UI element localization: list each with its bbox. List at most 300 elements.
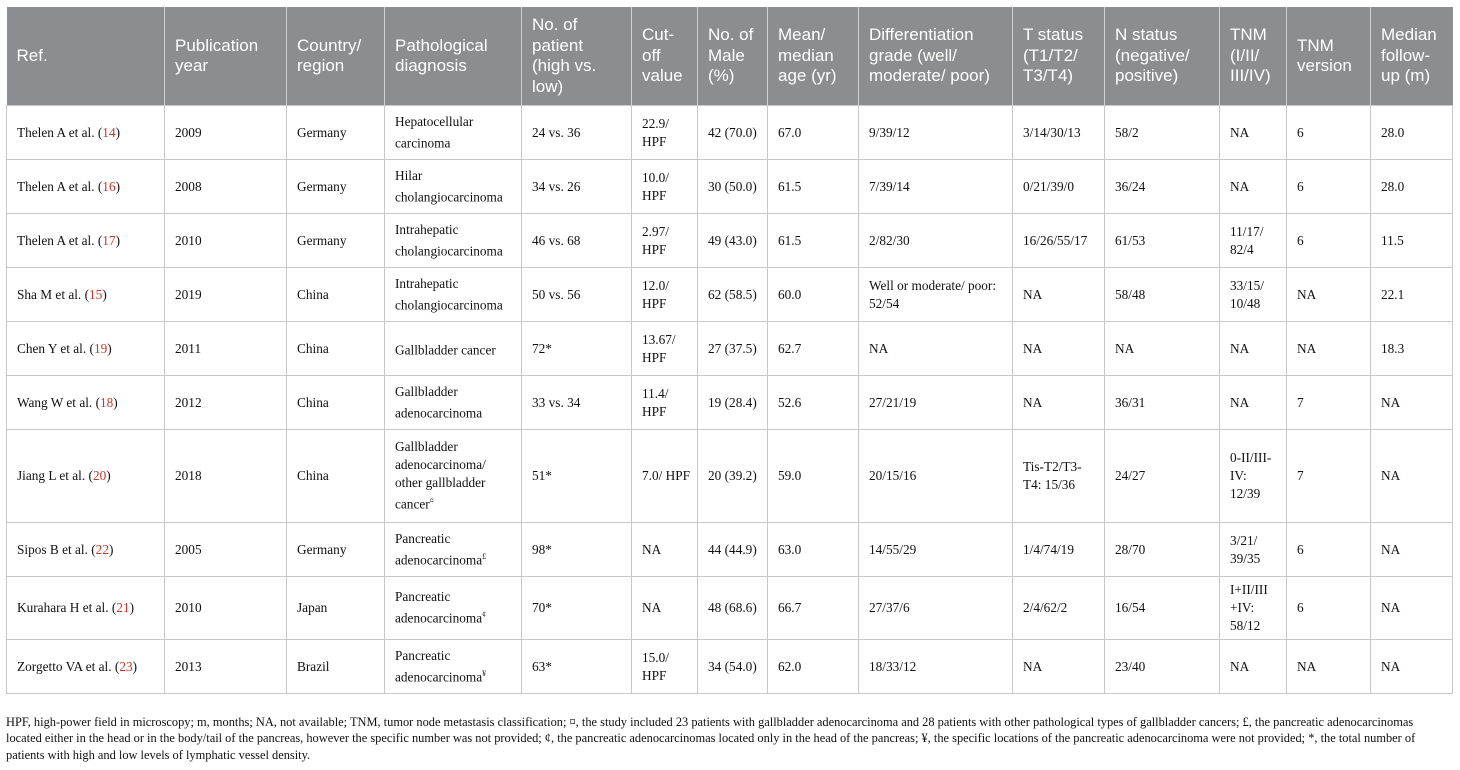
followup-cell [1371,523,1453,577]
table-row [7,214,1453,268]
table-row [7,430,1453,523]
country-cell [287,322,385,376]
tnm-version-value: 6 [1297,124,1304,140]
tnm-cell [1220,214,1287,268]
tnm-version-cell [1287,430,1371,523]
tnm-value: NA [1230,178,1250,194]
grade-cell [859,376,1013,430]
n-status-value: 58/2 [1115,124,1139,140]
tnm-version-cell [1287,214,1371,268]
grade-cell [859,160,1013,214]
followup-cell [1371,160,1453,214]
grade-cell [859,523,1013,577]
tnm-version-cell [1287,640,1371,694]
followup-cell [1371,430,1453,523]
followup-value: NA [1381,394,1401,410]
tnm-version-cell [1287,106,1371,160]
cutoff-value: 15.0/ HPF [642,649,669,683]
diagnosis-value: Hepatocellular carcinoma [395,113,474,151]
followup-value: 28.0 [1381,178,1405,194]
n-status-value: 16/54 [1115,600,1146,615]
tnm-cell [1220,106,1287,160]
n-status-cell [1105,376,1220,430]
diagnosis-cell [385,106,522,160]
ref-close: ) [106,468,111,483]
ref-link[interactable]: 20 [92,468,107,483]
ref-link[interactable]: 14 [102,124,116,140]
ref-author: Jiang L et al. ( [17,468,93,483]
tnm-version-value: 6 [1297,600,1304,615]
country-cell [287,577,385,640]
tnm-version-value: NA [1297,340,1317,356]
age-cell [768,640,859,694]
patients-cell [522,640,632,694]
ref-close: ) [115,178,121,194]
header-country: Country/ region [287,7,385,106]
table-row [7,523,1453,577]
patients-cell [522,430,632,523]
ref-author: Thelen A et al. ( [17,124,103,140]
ref-link[interactable]: 23 [119,658,133,674]
country-value: Germany [297,232,347,248]
n-status-value: 36/31 [1115,394,1146,410]
age-cell [768,268,859,322]
ref-close: ) [129,600,135,615]
tnm-version-cell [1287,160,1371,214]
n-status-cell [1105,268,1220,322]
country-cell [287,214,385,268]
header-n-status: N status (negative/ positive) [1105,7,1220,106]
header-tnm-version: TNM version [1287,7,1371,106]
ref-close: ) [115,124,121,140]
ref-close: ) [102,286,107,302]
cutoff-cell [632,430,698,523]
tnm-value: NA [1230,394,1250,410]
header-row [7,7,1453,106]
followup-value: NA [1381,600,1401,615]
male-value: 62 (58.5) [708,286,757,302]
t-status-cell [1013,268,1105,322]
age-cell [768,160,859,214]
country-value: China [297,468,329,483]
n-status-cell [1105,430,1220,523]
t-status-value: 1/4/74/19 [1023,541,1074,557]
diagnosis-cell [385,160,522,214]
country-cell [287,430,385,523]
ref-author: Thelen A et al. ( [17,178,103,194]
ref-cell [7,160,165,214]
table-row [7,268,1453,322]
age-value: 66.7 [778,600,802,615]
tnm-cell [1220,376,1287,430]
tnm-cell [1220,577,1287,640]
male-cell [698,106,768,160]
ref-link[interactable]: 18 [100,394,114,410]
cutoff-value: 11.4/ HPF [642,385,669,419]
table-row [7,106,1453,160]
country-cell [287,160,385,214]
tnm-version-value: NA [1297,286,1317,302]
t-status-cell [1013,322,1105,376]
header-cutoff: Cut-off value [632,7,698,106]
t-status-value: 2/4/62/2 [1023,600,1068,615]
diagnosis-value: Pancreatic adenocarcinoma [395,589,483,626]
grade-value: 27/37/6 [869,600,910,615]
header-grade: Differentiation grade (well/ moderate/ poor) [859,7,1013,106]
tnm-version-value: 7 [1297,468,1304,483]
ref-link[interactable]: 15 [89,286,103,302]
followup-cell [1371,106,1453,160]
country-value: China [297,340,329,356]
footnote-mark: ¢ [482,610,487,620]
grade-cell [859,214,1013,268]
male-cell [698,640,768,694]
t-status-value: 0/21/39/0 [1023,178,1074,194]
ref-link[interactable]: 22 [95,541,109,557]
cutoff-value: 13.67/ HPF [642,331,676,365]
followup-value: 18.3 [1381,340,1405,356]
diagnosis-value: Intrahepatic cholangiocarcinoma [395,275,503,313]
year-cell [165,577,287,640]
grade-cell [859,640,1013,694]
cutoff-cell [632,106,698,160]
tnm-cell [1220,268,1287,322]
patients-value: 33 vs. 34 [532,394,581,410]
table-row [7,376,1453,430]
age-cell [768,106,859,160]
tnm-version-cell [1287,577,1371,640]
ref-close: ) [115,232,121,248]
t-status-value: NA [1023,658,1043,674]
year-value: 2019 [175,286,202,302]
age-value: 61.5 [778,232,802,248]
t-status-cell [1013,160,1105,214]
tnm-version-value: 7 [1297,394,1304,410]
age-value: 60.0 [778,286,802,302]
patients-cell [522,376,632,430]
year-value: 2009 [175,124,202,140]
tnm-version-value: 6 [1297,178,1304,194]
diagnosis-value: Pancreatic adenocarcinoma [395,530,483,568]
tnm-value: 11/17/ 82/4 [1230,223,1264,257]
country-cell [287,376,385,430]
footnote-mark: £ [482,551,487,561]
ref-cell [7,577,165,640]
grade-value: 14/55/29 [869,541,917,557]
cutoff-value: NA [642,541,662,557]
year-cell [165,268,287,322]
t-status-value: 16/26/55/17 [1023,232,1088,248]
diagnosis-value: Gallbladder cancer [395,342,496,358]
grade-value: 2/82/30 [869,232,910,248]
patients-value: 50 vs. 56 [532,286,581,302]
grade-value: 27/21/19 [869,394,917,410]
n-status-cell [1105,523,1220,577]
tnm-value: NA [1230,658,1250,674]
ref-author: Wang W et al. ( [17,394,100,410]
male-value: 27 (37.5) [708,340,757,356]
patients-cell [522,160,632,214]
table-row [7,160,1453,214]
year-cell [165,430,287,523]
tnm-value: 3/21/ 39/35 [1230,532,1261,566]
tnm-cell [1220,430,1287,523]
patients-value: 24 vs. 36 [532,124,581,140]
year-value: 2018 [175,468,202,483]
ref-author: Chen Y et al. ( [17,340,94,356]
male-cell [698,523,768,577]
cutoff-cell [632,322,698,376]
n-status-cell [1105,640,1220,694]
followup-value: NA [1381,541,1401,557]
t-status-value: NA [1023,394,1043,410]
ref-close: ) [108,541,114,557]
patients-value: 72* [532,340,552,356]
male-cell [698,268,768,322]
patients-value: 51* [532,468,552,483]
diagnosis-cell [385,322,522,376]
cutoff-value: 2.97/ HPF [642,223,669,257]
diagnosis-value: Intrahepatic cholangiocarcinoma [395,221,503,259]
year-value: 2008 [175,178,202,194]
t-status-value: Tis-T2/T3-T4: 15/36 [1023,459,1082,492]
patients-cell [522,577,632,640]
patients-cell [522,268,632,322]
tnm-cell [1220,322,1287,376]
table-row [7,640,1453,694]
country-value: Germany [297,178,347,194]
n-status-cell [1105,322,1220,376]
patients-value: 34 vs. 26 [532,178,581,194]
n-status-value: 23/40 [1115,658,1146,674]
year-value: 2010 [175,232,202,248]
followup-value: 22.1 [1381,286,1405,302]
followup-value: NA [1381,658,1401,674]
tnm-value: 0-II/III-IV: 12/39 [1230,450,1272,501]
diagnosis-cell [385,376,522,430]
ref-link[interactable]: 19 [93,340,108,356]
year-value: 2012 [175,394,202,410]
age-cell [768,430,859,523]
year-cell [165,376,287,430]
grade-value: 20/15/16 [869,468,917,483]
diagnosis-cell [385,268,522,322]
diagnosis-cell [385,523,522,577]
followup-value: 28.0 [1381,124,1405,140]
age-cell [768,376,859,430]
patients-value: 63* [532,658,552,674]
age-cell [768,322,859,376]
male-cell [698,577,768,640]
t-status-cell [1013,214,1105,268]
grade-value: Well or moderate/ poor: 52/54 [869,277,997,311]
grade-value: 7/39/14 [869,178,910,194]
tnm-value: NA [1230,340,1250,356]
t-status-cell [1013,523,1105,577]
country-value: Germany [297,541,347,557]
table-row [7,322,1453,376]
n-status-value: 24/27 [1115,468,1146,483]
age-value: 59.0 [778,468,802,483]
grade-cell [859,577,1013,640]
ref-cell [7,523,165,577]
ref-link[interactable]: 21 [116,600,130,615]
diagnosis-value: Pancreatic adenocarcinoma [395,647,483,685]
age-value: 62.0 [778,658,802,674]
year-cell [165,523,287,577]
patients-cell [522,214,632,268]
tnm-version-cell [1287,268,1371,322]
ref-close: ) [107,340,112,356]
country-cell [287,268,385,322]
age-value: 63.0 [778,541,802,557]
ref-close: ) [132,658,138,674]
male-cell [698,322,768,376]
ref-author: Zorgetto VA et al. ( [17,658,120,674]
ref-cell [7,214,165,268]
cutoff-value: 12.0/ HPF [642,277,669,311]
year-cell [165,214,287,268]
cutoff-cell [632,577,698,640]
patients-value: 70* [532,600,552,615]
year-value: 2013 [175,658,202,674]
year-cell [165,640,287,694]
male-value: 49 (43.0) [708,232,757,248]
header-tnm: TNM (I/II/ III/IV) [1220,7,1287,106]
male-value: 20 (39.2) [708,468,757,483]
age-value: 62.7 [778,340,802,356]
n-status-value: 28/70 [1115,541,1146,557]
t-status-value: 3/14/30/13 [1023,124,1081,140]
t-status-cell [1013,430,1105,523]
diagnosis-value: Hilar cholangiocarcinoma [395,167,503,205]
header-publication-year: Publication year [165,7,287,106]
t-status-cell [1013,376,1105,430]
year-cell [165,160,287,214]
country-cell [287,523,385,577]
patients-cell [522,322,632,376]
ref-cell [7,268,165,322]
cutoff-cell [632,523,698,577]
cutoff-cell [632,376,698,430]
male-cell [698,214,768,268]
tnm-value: NA [1230,124,1250,140]
tnm-version-cell [1287,376,1371,430]
year-cell [165,322,287,376]
followup-value: NA [1381,468,1401,483]
tnm-version-value: NA [1297,658,1317,674]
cutoff-value: 10.0/ HPF [642,169,669,203]
tnm-value: I+II/III +IV: 58/12 [1230,582,1268,633]
diagnosis-cell [385,577,522,640]
header-male: No. of Male (%) [698,7,768,106]
country-value: China [297,394,329,410]
diagnosis-value: Gallbladder adenocarcinoma [395,383,483,421]
age-cell [768,214,859,268]
followup-cell [1371,268,1453,322]
male-value: 19 (28.4) [708,394,757,410]
followup-value: 11.5 [1381,232,1404,248]
footnote-mark: ¥ [482,668,487,678]
tnm-version-cell [1287,523,1371,577]
grade-cell [859,430,1013,523]
grade-value: 18/33/12 [869,658,917,674]
n-status-value: 58/48 [1115,286,1146,302]
male-value: 44 (44.9) [708,541,757,557]
male-value: 34 (54.0) [708,658,757,674]
header-age: Mean/ median age (yr) [768,7,859,106]
n-status-cell [1105,577,1220,640]
patients-cell [522,523,632,577]
country-value: China [297,286,329,302]
patients-value: 98* [532,541,552,557]
followup-cell [1371,376,1453,430]
ref-cell [7,640,165,694]
diagnosis-value: Gallbladder adenocarcinoma/ other gallbladder cancer [395,439,486,512]
ref-cell [7,376,165,430]
diagnosis-cell [385,430,522,523]
followup-cell [1371,214,1453,268]
table-row [7,577,1453,640]
ref-link[interactable]: 16 [102,178,116,194]
country-cell [287,106,385,160]
tnm-version-value: 6 [1297,541,1304,557]
grade-value: 9/39/12 [869,124,910,140]
grade-cell [859,106,1013,160]
cutoff-cell [632,268,698,322]
header-t-status: T status (T1/T2/ T3/T4) [1013,7,1105,106]
t-status-value: NA [1023,340,1043,356]
cutoff-cell [632,160,698,214]
male-value: 42 (70.0) [708,124,757,140]
country-value: Japan [297,600,328,615]
ref-link[interactable]: 17 [102,232,116,248]
study-characteristics-table [6,7,1453,694]
age-cell [768,577,859,640]
ref-author: Thelen A et al. ( [17,232,103,248]
diagnosis-cell [385,214,522,268]
cutoff-value: 22.9/ HPF [642,115,669,149]
ref-author: Sipos B et al. ( [17,541,96,557]
tnm-cell [1220,640,1287,694]
table-body [7,106,1453,694]
year-value: 2005 [175,541,202,557]
n-status-cell [1105,106,1220,160]
table-footnote: HPF, high-power field in microscopy; m, months; NA, not available; TNM, tumor node metastasis classification; ¤, the study included 23 patients with gallbladder adenocarcinoma and 28 patients with other pathological types of gallbladder cancers; £, the pancreatic adenocarcinomas located either in the head or in the body/tail of the pancreas, however the specific number was not provided; ¢, the pancreatic adenocarcinomas located only in the head of the pancreas; ¥, the specific locations of the pancreatic adenocarcinoma were not provided; *, the total number of patients with high and low levels of lymphatic vessel density. [6,715,1416,762]
age-cell [768,523,859,577]
followup-cell [1371,322,1453,376]
t-status-cell [1013,640,1105,694]
tnm-version-value: 6 [1297,232,1304,248]
cutoff-value: NA [642,600,662,615]
followup-cell [1371,577,1453,640]
followup-cell [1371,640,1453,694]
age-value: 52.6 [778,394,802,410]
country-cell [287,640,385,694]
data-table-container [6,7,1452,694]
diagnosis-cell [385,640,522,694]
male-cell [698,160,768,214]
ref-author: Sha M et al. ( [17,286,90,302]
header-followup: Median follow-up (m) [1371,7,1453,106]
t-status-cell [1013,106,1105,160]
n-status-cell [1105,160,1220,214]
t-status-value: NA [1023,286,1043,302]
tnm-cell [1220,523,1287,577]
ref-cell [7,106,165,160]
footnote-mark: ¤ [429,496,434,506]
male-cell [698,430,768,523]
